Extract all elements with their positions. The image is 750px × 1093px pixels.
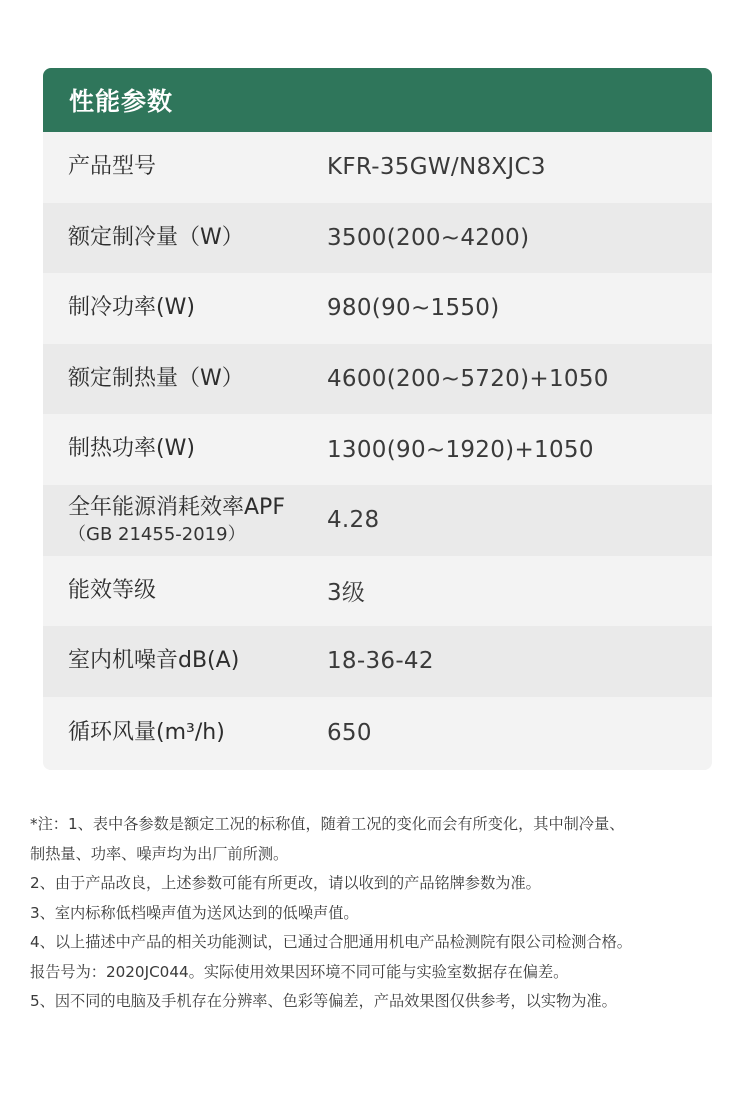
spec-table-body	[43, 132, 712, 770]
spec-label: 额定制热量（W）	[68, 365, 244, 391]
spec-label: 能效等级	[68, 577, 157, 603]
spec-value: 18-36-42	[327, 648, 434, 675]
footnote-line: 2、由于产品改良，上述参数可能有所更改，请以收到的产品铭牌参数为准。	[30, 874, 541, 892]
spec-value: 980(90~1550)	[327, 295, 500, 322]
footnote-line: 4、以上描述中产品的相关功能测试，已通过合肥通用机电产品检测院有限公司检测合格。	[30, 933, 632, 951]
spec-label: 产品型号	[68, 154, 157, 180]
spec-value: KFR-35GW/N8XJC3	[327, 154, 546, 181]
footnote-line: *注：1、表中各参数是额定工况的标称值，随着工况的变化而会有所变化，其中制冷量、	[30, 815, 625, 833]
footnote-line: 5、因不同的电脑及手机存在分辨率、色彩等偏差，产品效果图仅供参考，以实物为准。	[30, 992, 617, 1010]
spec-row-energy-grade	[43, 556, 712, 627]
spec-row-model	[43, 132, 712, 203]
spec-row-cooling-power	[43, 273, 712, 344]
footnote-line: 3、室内标称低档噪声值为送风达到的低噪声值。	[30, 903, 359, 922]
spec-label: 室内机噪音dB(A)	[68, 648, 240, 674]
footnote-line: 报告号为：2020JC044。实际使用效果因环境不同可能与实验室数据存在偏差。	[30, 962, 569, 981]
spec-label: 制热功率(W)	[68, 436, 195, 462]
spec-row-heating-capacity	[43, 344, 712, 415]
spec-table-title: 性能参数	[69, 87, 174, 116]
spec-label-main: 全年能源消耗效率APF	[68, 495, 285, 521]
spec-value: 4.28	[327, 507, 380, 534]
spec-label: 制冷功率(W)	[68, 295, 195, 321]
spec-label	[43, 495, 327, 545]
spec-row-indoor-noise	[43, 626, 712, 697]
spec-value: 3500(200~4200)	[327, 224, 530, 251]
spec-label-standard: （GB 21455-2019）	[68, 523, 246, 545]
spec-value: 3级	[327, 580, 366, 607]
spec-table-header	[43, 68, 712, 132]
spec-row-cooling-capacity	[43, 203, 712, 274]
spec-row-heating-power	[43, 414, 712, 485]
spec-value: 650	[327, 720, 372, 747]
spec-value: 4600(200~5720)+1050	[327, 366, 609, 393]
spec-value: 1300(90~1920)+1050	[327, 436, 594, 463]
spec-row-airflow	[43, 697, 712, 770]
spec-label: 额定制冷量（W）	[68, 224, 244, 250]
footnote-line: 制热量、功率、噪声均为出厂前所测。	[30, 844, 289, 863]
spec-label: 循环风量(m³/h)	[68, 720, 225, 746]
footnotes	[30, 810, 730, 1017]
spec-row-apf	[43, 485, 712, 556]
spec-table	[43, 68, 712, 770]
